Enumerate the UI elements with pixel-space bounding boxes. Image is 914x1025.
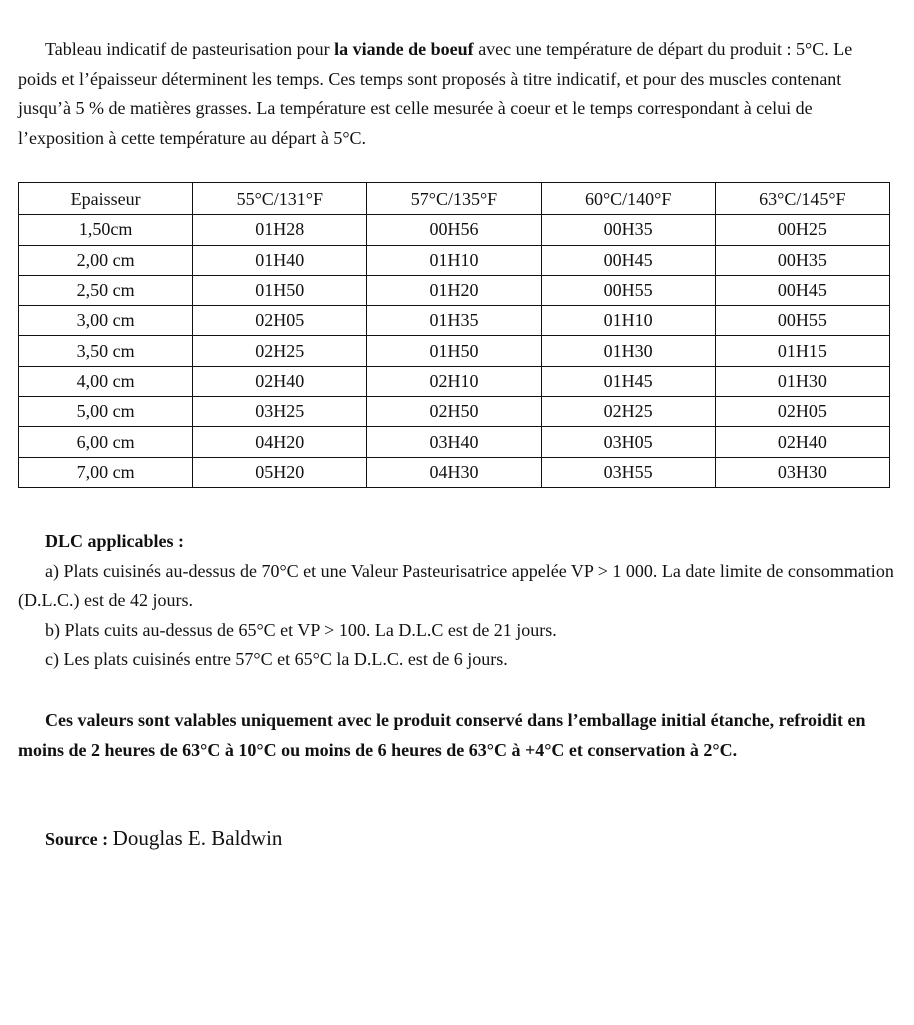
table-cell: 3,50 cm xyxy=(19,336,193,366)
table-cell: 04H20 xyxy=(193,427,367,457)
table-row xyxy=(19,397,890,427)
table-row xyxy=(19,336,890,366)
table-cell: 02H05 xyxy=(715,397,889,427)
table-cell: 4,00 cm xyxy=(19,366,193,396)
table-header-row xyxy=(19,183,890,215)
table-cell: 00H35 xyxy=(541,215,715,245)
table-cell: 01H20 xyxy=(367,275,541,305)
table-cell: 03H30 xyxy=(715,457,889,487)
table-cell: 02H50 xyxy=(367,397,541,427)
table-cell: 02H10 xyxy=(367,366,541,396)
dlc-item-a: a) Plats cuisinés au-dessus de 70°C et une Valeur Pasteurisatrice appelée VP > 1 000. La date limite de consommation (D.L.C.) est de 42 jours. xyxy=(18,560,894,610)
table-cell: 01H45 xyxy=(541,366,715,396)
table-cell: 03H25 xyxy=(193,397,367,427)
table-cell: 00H56 xyxy=(367,215,541,245)
table-cell: 00H45 xyxy=(715,275,889,305)
table-cell: 3,00 cm xyxy=(19,306,193,336)
table-cell: 02H05 xyxy=(193,306,367,336)
table-row xyxy=(19,245,890,275)
table-cell: 00H35 xyxy=(715,245,889,275)
table-cell: 01H15 xyxy=(715,336,889,366)
header-55c: 55°C/131°F xyxy=(193,183,367,215)
intro-text-end: avec une température de départ du produit : 5°C. Le poids et l’épaisseur déterminent les temps. Ces temps sont proposés à titre indicatif, et pour des muscles contenant jusqu’à 5 % de matières grasses. La température est celle mesurée à coeur et le temps correspondant à celui de l’exposition à cette température au départ à 5°C. xyxy=(18,39,853,148)
table-cell: 7,00 cm xyxy=(19,457,193,487)
table-cell: 02H25 xyxy=(541,397,715,427)
table-row xyxy=(19,427,890,457)
table-row xyxy=(19,275,890,305)
table-cell: 01H28 xyxy=(193,215,367,245)
table-cell: 00H55 xyxy=(541,275,715,305)
table-cell: 01H10 xyxy=(367,245,541,275)
table-cell: 6,00 cm xyxy=(19,427,193,457)
table-cell: 01H50 xyxy=(367,336,541,366)
table-cell: 1,50cm xyxy=(19,215,193,245)
table-cell: 00H45 xyxy=(541,245,715,275)
table-cell: 03H55 xyxy=(541,457,715,487)
dlc-item-b: b) Plats cuits au-dessus de 65°C et VP > 100. La D.L.C est de 21 jours. xyxy=(45,619,557,640)
table-cell: 04H30 xyxy=(367,457,541,487)
table-cell: 5,00 cm xyxy=(19,397,193,427)
table-cell: 00H25 xyxy=(715,215,889,245)
header-thickness: Epaisseur xyxy=(19,183,193,215)
table-cell: 2,00 cm xyxy=(19,245,193,275)
table-cell: 01H30 xyxy=(541,336,715,366)
header-60c: 60°C/140°F xyxy=(541,183,715,215)
table-cell: 03H05 xyxy=(541,427,715,457)
table-cell: 01H40 xyxy=(193,245,367,275)
document-page xyxy=(18,35,894,850)
table-cell: 01H50 xyxy=(193,275,367,305)
header-57c: 57°C/135°F xyxy=(367,183,541,215)
source-line xyxy=(45,823,282,854)
table-cell: 03H40 xyxy=(367,427,541,457)
table-row xyxy=(19,215,890,245)
intro-text-start: Tableau indicatif de pasteurisation pour xyxy=(45,39,335,59)
table-row xyxy=(19,457,890,487)
intro-text-bold: la viande de boeuf xyxy=(334,39,474,59)
source-label: Source : xyxy=(45,829,113,849)
table-row xyxy=(19,366,890,396)
pasteurisation-table xyxy=(18,182,890,488)
table-cell: 2,50 cm xyxy=(19,275,193,305)
dlc-title: DLC applicables : xyxy=(45,531,185,551)
header-63c: 63°C/145°F xyxy=(715,183,889,215)
table-cell: 02H25 xyxy=(193,336,367,366)
table-cell: 01H35 xyxy=(367,306,541,336)
dlc-item-c: c) Les plats cuisinés entre 57°C et 65°C la D.L.C. est de 6 jours. xyxy=(45,649,508,669)
source-name: Douglas E. Baldwin xyxy=(112,826,283,850)
table-cell: 01H10 xyxy=(541,306,715,336)
storage-warning: Ces valeurs sont valables uniquement avec le produit conservé dans l’emballage initial étanche, refroidit en moins de 2 heures de 63°C à 10°C ou moins de 6 heures de 63°C à +4°C et conservation à 2°C. xyxy=(18,710,866,760)
intro-paragraph xyxy=(18,35,892,153)
table-cell: 05H20 xyxy=(193,457,367,487)
table-cell: 00H55 xyxy=(715,306,889,336)
dlc-section xyxy=(18,527,894,675)
table-row xyxy=(19,306,890,336)
table-cell: 02H40 xyxy=(193,366,367,396)
table-cell: 02H40 xyxy=(715,427,889,457)
table-cell: 01H30 xyxy=(715,366,889,396)
